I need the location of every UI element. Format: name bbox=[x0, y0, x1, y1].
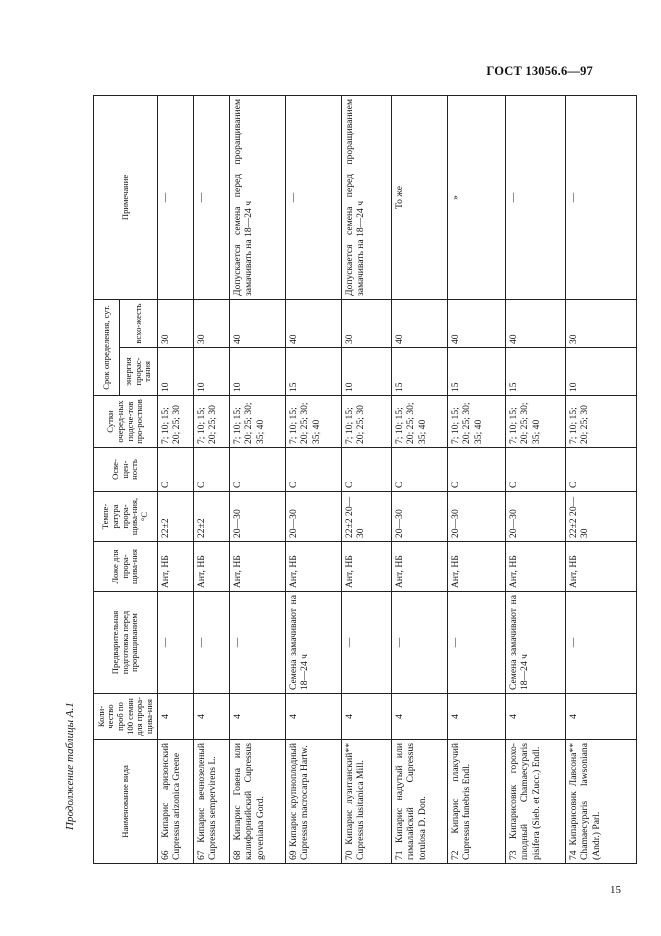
rotated-table-container bbox=[93, 96, 637, 864]
cell-light: С bbox=[566, 448, 637, 492]
cell-name: 72 Кипарис плакучий Cupressus funebris Endl. bbox=[448, 740, 506, 864]
cell-name: 66 Кипарис аризонский Cupressus arizonica Greene bbox=[158, 740, 194, 864]
cell-temp: 20—30 bbox=[448, 492, 506, 542]
cell-light: С bbox=[286, 448, 342, 492]
cell-bed: Ант, НБ bbox=[286, 542, 342, 592]
cell-note: — bbox=[194, 95, 230, 299]
table-row bbox=[448, 95, 506, 863]
cell-prep: — bbox=[448, 592, 506, 694]
cell-germ: 30 bbox=[194, 299, 230, 347]
cell-days: 7; 10; 15; 20; 25; 30; 35; 40 bbox=[392, 396, 448, 448]
cell-name: 74 Кипарисовик Лавсона** Chamaecyparis lawsoniana (Andr.) Parl. bbox=[566, 740, 637, 864]
cell-count: 4 bbox=[158, 694, 194, 740]
cell-days: 7; 10; 15; 20; 25; 30 bbox=[342, 396, 392, 448]
cell-germ: 40 bbox=[230, 299, 286, 347]
cell-temp: 22±2 20—30 bbox=[566, 492, 637, 542]
cell-light: С bbox=[230, 448, 286, 492]
cell-name: 71 Кипарис надутый или гималайский Cupressus torulosa D. Don. bbox=[392, 740, 448, 864]
document-header: ГОСТ 13056.6—97 bbox=[486, 64, 593, 78]
cell-light: С bbox=[392, 448, 448, 492]
cell-energy: 10 bbox=[230, 348, 286, 396]
cell-germ: 40 bbox=[506, 299, 566, 347]
cell-energy: 10 bbox=[342, 348, 392, 396]
col-header-count: Коли-чество проб по 100 семян для прора-щива-ния bbox=[94, 694, 158, 740]
cell-bed: Ант, НБ bbox=[158, 542, 194, 592]
col-header-germ: всхо-жесть bbox=[120, 299, 158, 347]
cell-days: 7; 10; 15; 20; 25; 30 bbox=[566, 396, 637, 448]
cell-note: — bbox=[286, 95, 342, 299]
cell-prep: Семена замачивают на 18—24 ч bbox=[506, 592, 566, 694]
cell-days: 7; 10; 15; 20; 25; 30 bbox=[158, 396, 194, 448]
cell-germ: 40 bbox=[392, 299, 448, 347]
cell-prep: — bbox=[342, 592, 392, 694]
col-header-period: Срок определения, сут. bbox=[94, 299, 120, 395]
cell-name: 67 Кипарис вечнозеленый Cupressus sempervirens L. bbox=[194, 740, 230, 864]
table-row bbox=[342, 95, 392, 863]
cell-days: 7; 10; 15; 20; 25; 30; 35; 40 bbox=[286, 396, 342, 448]
cell-germ: 40 bbox=[448, 299, 506, 347]
cell-temp: 20—30 bbox=[392, 492, 448, 542]
cell-light: С bbox=[194, 448, 230, 492]
cell-energy: 10 bbox=[194, 348, 230, 396]
cell-light: С bbox=[158, 448, 194, 492]
cell-note: Допускается семена перед проращиванием замачивать на 18—24 ч bbox=[342, 95, 392, 299]
table-row bbox=[392, 95, 448, 863]
page-number: 15 bbox=[610, 884, 621, 896]
cell-prep: Семена замачивают на 18—24 ч bbox=[286, 592, 342, 694]
table-row bbox=[230, 95, 286, 863]
cell-note: » bbox=[448, 95, 506, 299]
col-header-energy: энергия прорас-тания bbox=[120, 348, 158, 396]
cell-temp: 20—30 bbox=[506, 492, 566, 542]
cell-temp: 22±2 bbox=[194, 492, 230, 542]
cell-bed: Ант, НБ bbox=[194, 542, 230, 592]
col-header-temp: Темпе-ратура прора-щива-ния, °С bbox=[94, 492, 158, 542]
cell-bed: Ант, НБ bbox=[342, 542, 392, 592]
cell-energy: 10 bbox=[158, 348, 194, 396]
cell-germ: 30 bbox=[566, 299, 637, 347]
cell-prep: — bbox=[194, 592, 230, 694]
col-header-days: Сутки очеред-ных подсче-тов про-ростков bbox=[94, 396, 158, 448]
cell-days: 7; 10; 15; 20; 25; 30; 35; 40 bbox=[230, 396, 286, 448]
cell-count: 4 bbox=[194, 694, 230, 740]
col-header-note: Примечание bbox=[94, 95, 158, 299]
cell-count: 4 bbox=[342, 694, 392, 740]
col-header-bed: Ложе для прора-щива-ния bbox=[94, 542, 158, 592]
cell-name: 73 Кипарисовик горохо-плодный Chamaecyparis pisifera (Sieb. et Zucc.) Endl. bbox=[506, 740, 566, 864]
table-row bbox=[194, 95, 230, 863]
cell-germ: 30 bbox=[158, 299, 194, 347]
cell-prep: — bbox=[158, 592, 194, 694]
cell-note: — bbox=[158, 95, 194, 299]
cell-days: 7; 10; 15; 20; 25; 30 bbox=[194, 396, 230, 448]
cell-count: 4 bbox=[448, 694, 506, 740]
cell-note: — bbox=[506, 95, 566, 299]
cell-light: С bbox=[448, 448, 506, 492]
cell-light: С bbox=[506, 448, 566, 492]
cell-prep: — bbox=[566, 592, 637, 694]
cell-bed: Ант, НБ bbox=[506, 542, 566, 592]
col-header-light: Осве-щен-ность bbox=[94, 448, 158, 492]
cell-temp: 20—30 bbox=[230, 492, 286, 542]
cell-energy: 15 bbox=[448, 348, 506, 396]
cell-days: 7; 10; 15; 20; 25; 30; 35; 40 bbox=[448, 396, 506, 448]
cell-name: 69 Кипарис крупноплодный Cupressus macrocarpa Hartw. bbox=[286, 740, 342, 864]
cell-germ: 40 bbox=[286, 299, 342, 347]
table-row bbox=[286, 95, 342, 863]
cell-temp: 22±2 20—30 bbox=[342, 492, 392, 542]
cell-count: 4 bbox=[566, 694, 637, 740]
cell-count: 4 bbox=[506, 694, 566, 740]
cell-count: 4 bbox=[392, 694, 448, 740]
cell-bed: Ант, НБ bbox=[230, 542, 286, 592]
cell-name: 68 Кипарис Говена или калифорнийский Cupressus goveniana Gord. bbox=[230, 740, 286, 864]
cell-prep: — bbox=[230, 592, 286, 694]
cell-temp: 22±2 bbox=[158, 492, 194, 542]
cell-light: С bbox=[342, 448, 392, 492]
cell-count: 4 bbox=[286, 694, 342, 740]
cell-energy: 15 bbox=[392, 348, 448, 396]
cell-energy: 15 bbox=[286, 348, 342, 396]
cell-count: 4 bbox=[230, 694, 286, 740]
table-row bbox=[566, 95, 637, 863]
cell-note: Допускается семена перед проращиванием замачивать на 18—24 ч bbox=[230, 95, 286, 299]
germination-table bbox=[93, 95, 637, 864]
cell-name: 70 Кипарис лузитанский** Cupressus lusitanica Mill. bbox=[342, 740, 392, 864]
cell-note: То же bbox=[392, 95, 448, 299]
cell-note: — bbox=[566, 95, 637, 299]
cell-energy: 15 bbox=[506, 348, 566, 396]
cell-bed: Ант, НБ bbox=[448, 542, 506, 592]
cell-bed: Ант, НБ bbox=[392, 542, 448, 592]
cell-bed: Ант, НБ bbox=[566, 542, 637, 592]
col-header-prep: Предварительная подготовка перед проращиванием bbox=[94, 592, 158, 694]
table-row bbox=[506, 95, 566, 863]
table-row bbox=[158, 95, 194, 863]
col-header-name: Наименование вида bbox=[94, 740, 158, 864]
table-continuation-caption: Продолжение таблицы А.1 bbox=[64, 702, 76, 830]
cell-germ: 30 bbox=[342, 299, 392, 347]
cell-days: 7; 10; 15; 20; 25; 30; 35; 40 bbox=[506, 396, 566, 448]
cell-temp: 20—30 bbox=[286, 492, 342, 542]
cell-prep: — bbox=[392, 592, 448, 694]
cell-energy: 10 bbox=[566, 348, 637, 396]
